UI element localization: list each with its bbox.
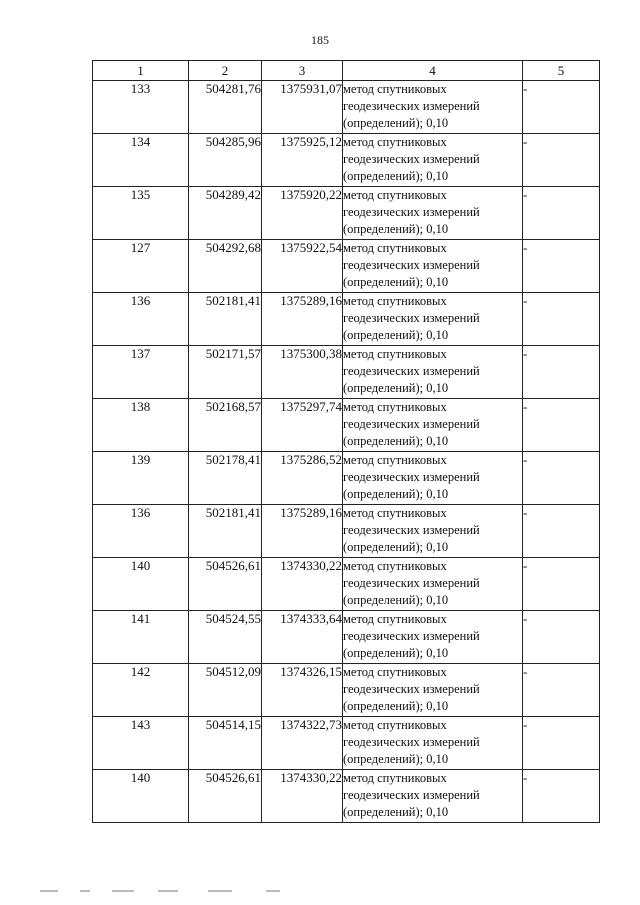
method-line: геодезических измерений bbox=[343, 682, 480, 696]
table-row bbox=[93, 399, 600, 452]
y-coordinate-cell: 1375289,16 bbox=[262, 293, 343, 346]
method-line: геодезических измерений bbox=[343, 470, 480, 484]
table-row bbox=[93, 558, 600, 611]
y-coordinate-cell: 1374330,22 bbox=[262, 770, 343, 823]
table-row bbox=[93, 611, 600, 664]
column-header: 5 bbox=[523, 61, 600, 81]
description-cell: - bbox=[523, 505, 600, 558]
method-cell bbox=[343, 187, 523, 240]
point-number-cell: 134 bbox=[93, 134, 189, 187]
y-coordinate-cell: 1375922,54 bbox=[262, 240, 343, 293]
x-coordinate-cell: 502181,41 bbox=[189, 505, 262, 558]
method-line: (определений); 0,10 bbox=[343, 805, 449, 819]
y-coordinate-cell: 1375289,16 bbox=[262, 505, 343, 558]
column-header: 4 bbox=[343, 61, 523, 81]
x-coordinate-cell: 504524,55 bbox=[189, 611, 262, 664]
table-row bbox=[93, 240, 600, 293]
method-line: геодезических измерений bbox=[343, 629, 480, 643]
point-number-cell: 127 bbox=[93, 240, 189, 293]
method-line: геодезических измерений bbox=[343, 364, 480, 378]
x-coordinate-cell: 504285,96 bbox=[189, 134, 262, 187]
method-line: метод спутниковых bbox=[343, 665, 447, 679]
description-cell: - bbox=[523, 717, 600, 770]
method-cell bbox=[343, 399, 523, 452]
method-line: метод спутниковых bbox=[343, 771, 447, 785]
y-coordinate-cell: 1374333,64 bbox=[262, 611, 343, 664]
method-line: геодезических измерений bbox=[343, 152, 480, 166]
method-line: геодезических измерений bbox=[343, 205, 480, 219]
description-cell: - bbox=[523, 611, 600, 664]
method-cell bbox=[343, 505, 523, 558]
method-line: метод спутниковых bbox=[343, 453, 447, 467]
y-coordinate-cell: 1375925,12 bbox=[262, 134, 343, 187]
y-coordinate-cell: 1375931,07 bbox=[262, 81, 343, 134]
description-cell: - bbox=[523, 240, 600, 293]
method-cell bbox=[343, 664, 523, 717]
method-line: (определений); 0,10 bbox=[343, 434, 449, 448]
method-line: метод спутниковых bbox=[343, 135, 447, 149]
method-cell bbox=[343, 346, 523, 399]
method-line: (определений); 0,10 bbox=[343, 275, 449, 289]
description-cell: - bbox=[523, 134, 600, 187]
method-line: геодезических измерений bbox=[343, 99, 480, 113]
y-coordinate-cell: 1375300,38 bbox=[262, 346, 343, 399]
description-cell: - bbox=[523, 770, 600, 823]
description-cell: - bbox=[523, 452, 600, 505]
x-coordinate-cell: 502171,57 bbox=[189, 346, 262, 399]
table-row bbox=[93, 770, 600, 823]
point-number-cell: 140 bbox=[93, 770, 189, 823]
table-row bbox=[93, 187, 600, 240]
method-line: геодезических измерений bbox=[343, 735, 480, 749]
method-line: геодезических измерений bbox=[343, 258, 480, 272]
point-number-cell: 133 bbox=[93, 81, 189, 134]
point-number-cell: 136 bbox=[93, 505, 189, 558]
column-header: 2 bbox=[189, 61, 262, 81]
x-coordinate-cell: 504526,61 bbox=[189, 558, 262, 611]
method-line: геодезических измерений bbox=[343, 311, 480, 325]
method-line: (определений); 0,10 bbox=[343, 169, 449, 183]
x-coordinate-cell: 504526,61 bbox=[189, 770, 262, 823]
method-line: метод спутниковых bbox=[343, 506, 447, 520]
point-number-cell: 136 bbox=[93, 293, 189, 346]
method-line: (определений); 0,10 bbox=[343, 593, 449, 607]
x-coordinate-cell: 502178,41 bbox=[189, 452, 262, 505]
method-line: (определений); 0,10 bbox=[343, 222, 449, 236]
point-number-cell: 139 bbox=[93, 452, 189, 505]
x-coordinate-cell: 504289,42 bbox=[189, 187, 262, 240]
table-row bbox=[93, 134, 600, 187]
method-cell bbox=[343, 81, 523, 134]
table-body bbox=[93, 81, 600, 823]
method-line: (определений); 0,10 bbox=[343, 328, 449, 342]
method-line: геодезических измерений bbox=[343, 576, 480, 590]
method-cell bbox=[343, 293, 523, 346]
table-row bbox=[93, 717, 600, 770]
method-line: (определений); 0,10 bbox=[343, 381, 449, 395]
method-line: метод спутниковых bbox=[343, 294, 447, 308]
description-cell: - bbox=[523, 81, 600, 134]
x-coordinate-cell: 504281,76 bbox=[189, 81, 262, 134]
point-number-cell: 135 bbox=[93, 187, 189, 240]
method-line: метод спутниковых bbox=[343, 400, 447, 414]
point-number-cell: 137 bbox=[93, 346, 189, 399]
table-row bbox=[93, 81, 600, 134]
method-cell bbox=[343, 452, 523, 505]
y-coordinate-cell: 1375297,74 bbox=[262, 399, 343, 452]
method-line: (определений); 0,10 bbox=[343, 540, 449, 554]
y-coordinate-cell: 1375920,22 bbox=[262, 187, 343, 240]
column-header: 3 bbox=[262, 61, 343, 81]
method-line: метод спутниковых bbox=[343, 718, 447, 732]
column-header: 1 bbox=[93, 61, 189, 81]
y-coordinate-cell: 1375286,52 bbox=[262, 452, 343, 505]
method-line: геодезических измерений bbox=[343, 417, 480, 431]
y-coordinate-cell: 1374322,73 bbox=[262, 717, 343, 770]
method-line: (определений); 0,10 bbox=[343, 646, 449, 660]
method-cell bbox=[343, 558, 523, 611]
table-row bbox=[93, 664, 600, 717]
description-cell: - bbox=[523, 346, 600, 399]
table-header-row bbox=[93, 61, 600, 81]
method-line: метод спутниковых bbox=[343, 82, 447, 96]
point-number-cell: 143 bbox=[93, 717, 189, 770]
description-cell: - bbox=[523, 664, 600, 717]
method-line: метод спутниковых bbox=[343, 188, 447, 202]
x-coordinate-cell: 502181,41 bbox=[189, 293, 262, 346]
method-line: геодезических измерений bbox=[343, 523, 480, 537]
description-cell: - bbox=[523, 187, 600, 240]
table-row bbox=[93, 505, 600, 558]
method-line: (определений); 0,10 bbox=[343, 699, 449, 713]
method-line: метод спутниковых bbox=[343, 612, 447, 626]
x-coordinate-cell: 502168,57 bbox=[189, 399, 262, 452]
point-number-cell: 140 bbox=[93, 558, 189, 611]
description-cell: - bbox=[523, 293, 600, 346]
method-line: метод спутниковых bbox=[343, 347, 447, 361]
x-coordinate-cell: 504514,15 bbox=[189, 717, 262, 770]
footer-scan-marks bbox=[40, 890, 600, 894]
x-coordinate-cell: 504512,09 bbox=[189, 664, 262, 717]
description-cell: - bbox=[523, 558, 600, 611]
y-coordinate-cell: 1374330,22 bbox=[262, 558, 343, 611]
x-coordinate-cell: 504292,68 bbox=[189, 240, 262, 293]
method-cell bbox=[343, 611, 523, 664]
point-number-cell: 138 bbox=[93, 399, 189, 452]
method-cell bbox=[343, 240, 523, 293]
table-row bbox=[93, 346, 600, 399]
y-coordinate-cell: 1374326,15 bbox=[262, 664, 343, 717]
method-line: (определений); 0,10 bbox=[343, 752, 449, 766]
method-line: (определений); 0,10 bbox=[343, 116, 449, 130]
method-line: метод спутниковых bbox=[343, 559, 447, 573]
description-cell: - bbox=[523, 399, 600, 452]
page-number: 185 bbox=[311, 33, 329, 47]
method-cell bbox=[343, 717, 523, 770]
point-number-cell: 142 bbox=[93, 664, 189, 717]
method-line: (определений); 0,10 bbox=[343, 487, 449, 501]
method-cell bbox=[343, 770, 523, 823]
method-line: геодезических измерений bbox=[343, 788, 480, 802]
method-line: метод спутниковых bbox=[343, 241, 447, 255]
coordinates-table bbox=[92, 60, 600, 823]
method-cell bbox=[343, 134, 523, 187]
table-row bbox=[93, 452, 600, 505]
table-row bbox=[93, 293, 600, 346]
point-number-cell: 141 bbox=[93, 611, 189, 664]
